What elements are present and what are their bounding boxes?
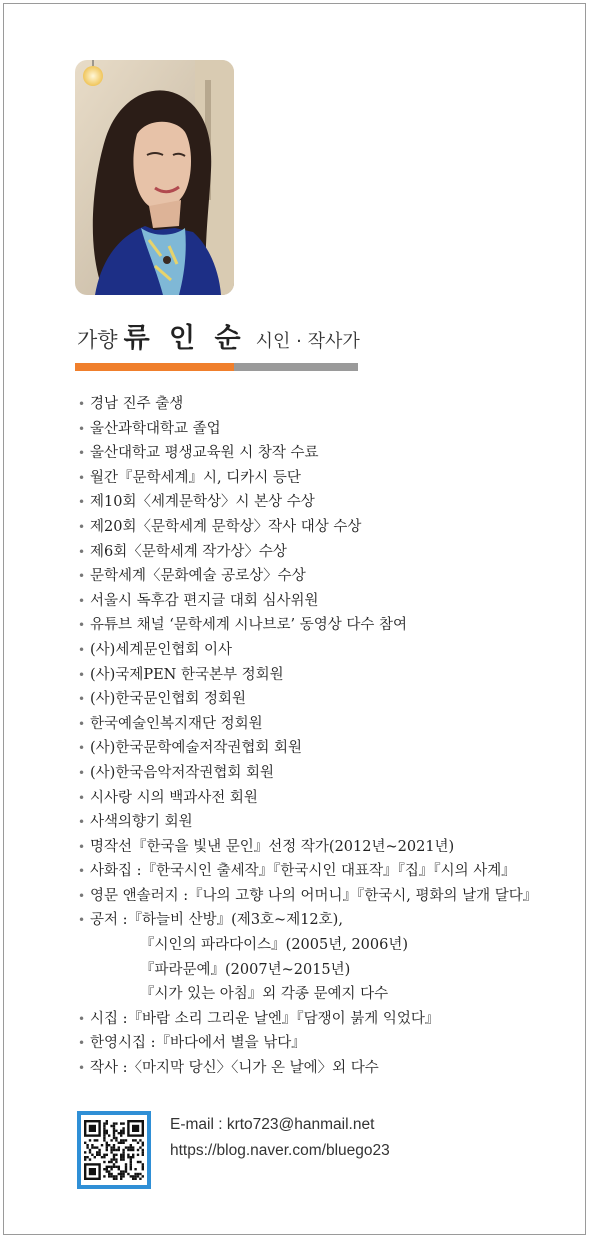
profile-photo — [75, 60, 234, 295]
bio-item-text: 울산대학교 평생교육원 시 창작 수료 — [90, 445, 319, 462]
bio-item-text: 한영시집 :『바다에서 별을 낚다』 — [90, 1035, 306, 1052]
bullet-dot: • — [78, 569, 86, 584]
bullet-dot: • — [78, 839, 86, 854]
bio-item-text: 제10회〈세계문학상〉시 본상 수상 — [90, 494, 315, 511]
bio-item-text: 영문 앤솔러지 :『나의 고향 나의 어머니』『한국시, 평화의 날개 달다』 — [90, 887, 538, 904]
bio-item-text: (사)국제PEN 한국본부 정회원 — [90, 666, 284, 683]
author-role: 시인 · 작사가 — [255, 331, 360, 352]
bio-item — [78, 687, 578, 712]
bio-item — [78, 564, 578, 589]
bio-item-text: 사화집 :『한국시인 출세작』『한국시인 대표작』『집』『시의 사계』 — [90, 863, 516, 880]
bullet-dot: • — [78, 1036, 86, 1051]
bullet-dot: • — [78, 593, 86, 608]
bio-item-text: 제20회〈문학세계 문학상〉작사 대상 수상 — [90, 518, 362, 535]
bio-item — [78, 1007, 578, 1032]
bullet-dot: • — [78, 815, 86, 830]
author-name: 류 인 순 — [123, 323, 246, 354]
bio-item-text: 『시인의 파라다이스』(2005년, 2006년) — [140, 937, 409, 954]
contact-info — [170, 1112, 390, 1164]
bullet-dot: • — [78, 692, 86, 707]
bio-item-text: 경남 진주 출생 — [90, 396, 184, 412]
bio-item — [78, 1056, 578, 1081]
qr-code[interactable] — [77, 1111, 151, 1189]
bullet-dot: • — [78, 790, 86, 805]
bullet-dot: • — [78, 544, 86, 559]
bio-item-text: 공저 :『하늘비 산방』(제3호~제12호), — [90, 912, 343, 929]
bullet-dot: • — [78, 519, 86, 534]
bio-item — [78, 958, 578, 983]
bio-item — [78, 638, 578, 663]
bio-item — [78, 982, 578, 1007]
bio-item-text: 『시가 있는 아침』외 각종 문예지 다수 — [140, 986, 389, 1003]
bio-item — [78, 663, 578, 688]
bio-item-text: 한국예술인복지재단 정회원 — [90, 715, 263, 732]
bio-item-text: (사)세계문인협회 이사 — [90, 641, 232, 658]
bullet-dot: • — [78, 397, 86, 411]
bio-item — [78, 466, 578, 491]
bio-item-text: 울산과학대학교 졸업 — [90, 420, 221, 437]
bio-item — [78, 441, 578, 466]
bio-item-text: 유튜브 채널 ‘문학세계 시나브로’ 동영상 다수 참여 — [90, 617, 408, 634]
accent-bar-gray — [234, 363, 358, 371]
bio-item — [78, 613, 578, 638]
blog-link[interactable]: https://blog.naver.com/bluego23 — [170, 1142, 390, 1159]
bio-item — [78, 835, 578, 860]
bio-item-text: 시사랑 시의 백과사전 회원 — [90, 789, 258, 806]
bio-item — [78, 515, 578, 540]
bullet-dot: • — [78, 1061, 86, 1076]
author-title — [77, 316, 397, 356]
bio-item — [78, 417, 578, 442]
bio-item-text: 서울시 독후감 편지글 대회 심사위원 — [90, 592, 319, 609]
bio-item-text: (사)한국문학예술저작권협회 회원 — [90, 740, 303, 757]
accent-bar-orange — [75, 363, 234, 371]
bio-item — [78, 908, 578, 933]
bio-item — [78, 712, 578, 737]
bio-item — [78, 761, 578, 786]
bio-item — [78, 859, 578, 884]
bullet-dot: • — [78, 642, 86, 657]
bullet-dot: • — [78, 765, 86, 780]
email-link[interactable]: E-mail : krto723@hanmail.net — [170, 1116, 375, 1133]
bullet-dot: • — [78, 888, 86, 903]
bullet-dot: • — [78, 446, 86, 461]
bio-item-text: (사)한국문인협회 정회원 — [90, 691, 246, 708]
bullet-dot: • — [78, 913, 86, 928]
bio-item-text: 『파라문예』(2007년~2015년) — [140, 961, 351, 978]
bullet-dot: • — [78, 716, 86, 731]
bio-item — [78, 392, 578, 417]
bio-item-text: 월간『문학세계』시, 디카시 등단 — [90, 469, 301, 486]
bio-item — [78, 933, 578, 958]
bullet-dot: • — [78, 470, 86, 485]
bio-item — [78, 589, 578, 614]
bullet-dot: • — [78, 495, 86, 510]
bio-item-text: (사)한국음악저작권협회 회원 — [90, 764, 275, 781]
bio-item-text: 명작선『한국을 빛낸 문인』선정 작가(2012년~2021년) — [90, 838, 455, 855]
bio-item — [78, 884, 578, 909]
bio-item-text: 사색의향기 회원 — [90, 814, 193, 831]
bio-list — [78, 392, 578, 1081]
bio-item — [78, 786, 578, 811]
bio-item-text: 시집 :『바람 소리 그리운 날엔』『담쟁이 붉게 익었다』 — [90, 1010, 440, 1027]
bio-item — [78, 736, 578, 761]
bio-item — [78, 540, 578, 565]
bio-item-text: 작사 :〈마지막 당신〉〈니가 온 날에〉외 다수 — [90, 1060, 379, 1077]
bullet-dot: • — [78, 741, 86, 756]
bullet-dot: • — [78, 618, 86, 633]
bullet-dot: • — [78, 421, 86, 436]
bio-item — [78, 490, 578, 515]
bio-item-text: 문학세계〈문화예술 공로상〉수상 — [90, 568, 306, 585]
pen-name: 가향 — [77, 328, 118, 352]
bullet-dot: • — [78, 667, 86, 682]
bio-item — [78, 810, 578, 835]
bullet-dot: • — [78, 864, 86, 879]
bio-item-text: 제6회〈문학세계 작가상〉수상 — [90, 543, 287, 560]
bio-item — [78, 1031, 578, 1056]
bullet-dot: • — [78, 1011, 86, 1026]
